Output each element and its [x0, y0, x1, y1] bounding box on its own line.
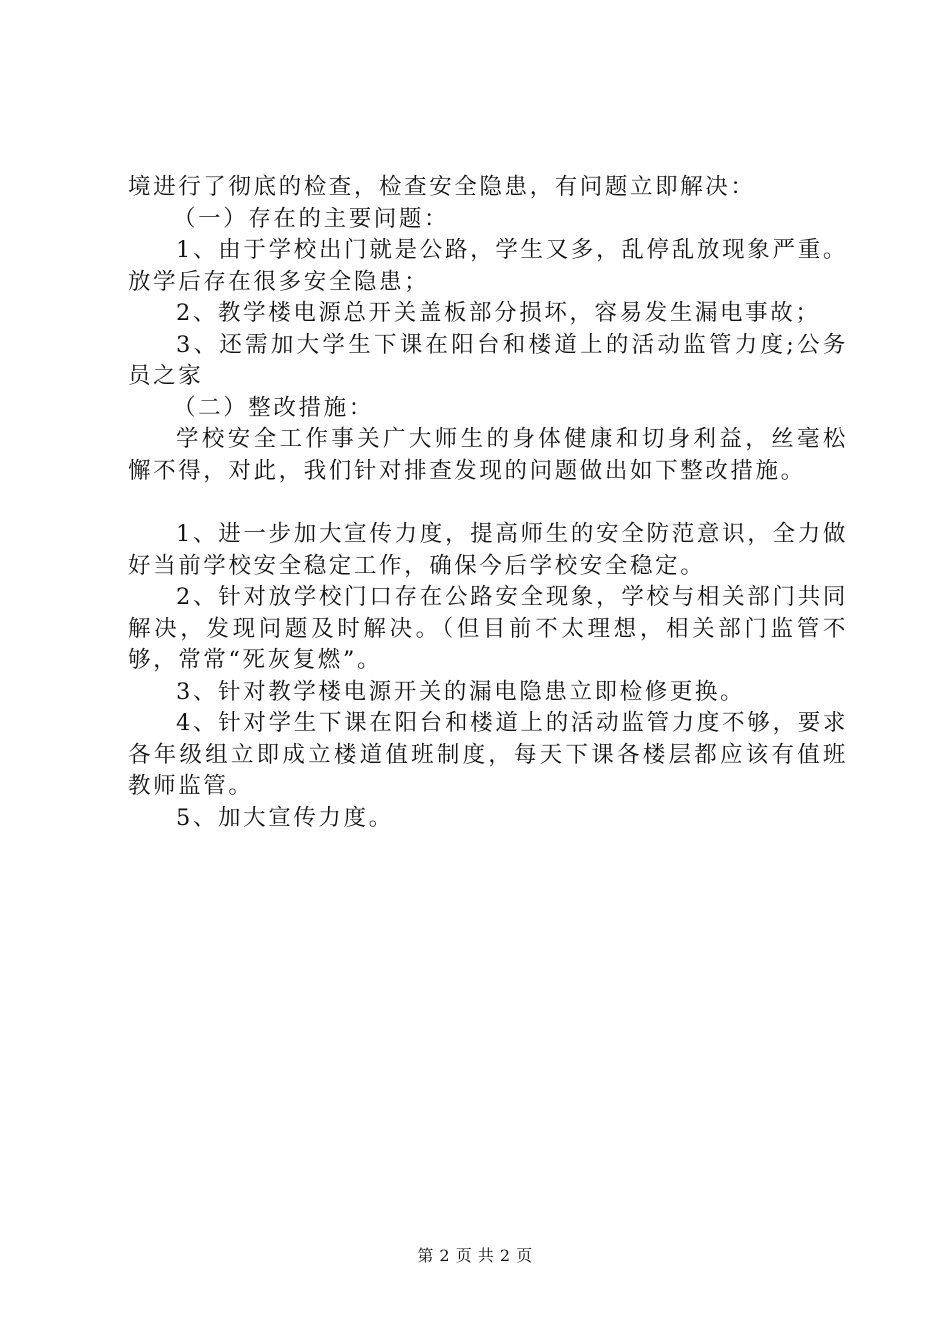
heading-existing-problems: （一）存在的主要问题：	[173, 205, 450, 232]
measure-item-5: 5、加大宣传力度。	[176, 804, 394, 831]
measure-item-4: 4、针对学生下课在阳台和楼道上的活动监管力度不够，要求各年级组立即成立楼道值班制度，每天下课各楼层都应该有值班教师监管。	[128, 710, 848, 799]
page-number-footer: 第 2 页 共 2 页	[417, 1246, 533, 1265]
problem-item-1: 1、由于学校出门就是公路，学生又多，乱停乱放现象严重。放学后存在很多安全隐患；	[128, 237, 848, 295]
problem-item-3: 3、还需加大学生下课在阳台和楼道上的活动监管力度;公务员之家	[128, 331, 848, 389]
heading-rectification-measures: （二）整改措施：	[173, 394, 374, 421]
paragraph-gap	[128, 487, 848, 519]
measure-item-1: 1、进一步加大宣传力度，提高师生的安全防范意识，全力做好当前学校安全稳定工作，确保今后学校安全稳定。	[128, 521, 848, 579]
problem-item-2: 2、教学楼电源总开关盖板部分损坏，容易发生漏电事故；	[176, 300, 821, 326]
document-body	[128, 172, 848, 834]
measure-item-3: 3、针对教学楼电源开关的漏电隐患立即检修更换。	[176, 678, 746, 705]
measures-intro-paragraph: 学校安全工作事关广大师生的身体健康和切身利益，丝毫松懈不得，对此，我们针对排查发现的问题做出如下整改措施。	[128, 426, 848, 484]
paragraph-intro-continuation: 境进行了彻底的检查，检查安全隐患，有问题立即解决：	[128, 174, 756, 200]
measure-item-2: 2、针对放学校门口存在公路安全现象，学校与相关部门共同解决，发现问题及时解决。（但目前不太理想，相关部门监管不够，常常“死灰复燃”。	[128, 584, 848, 673]
